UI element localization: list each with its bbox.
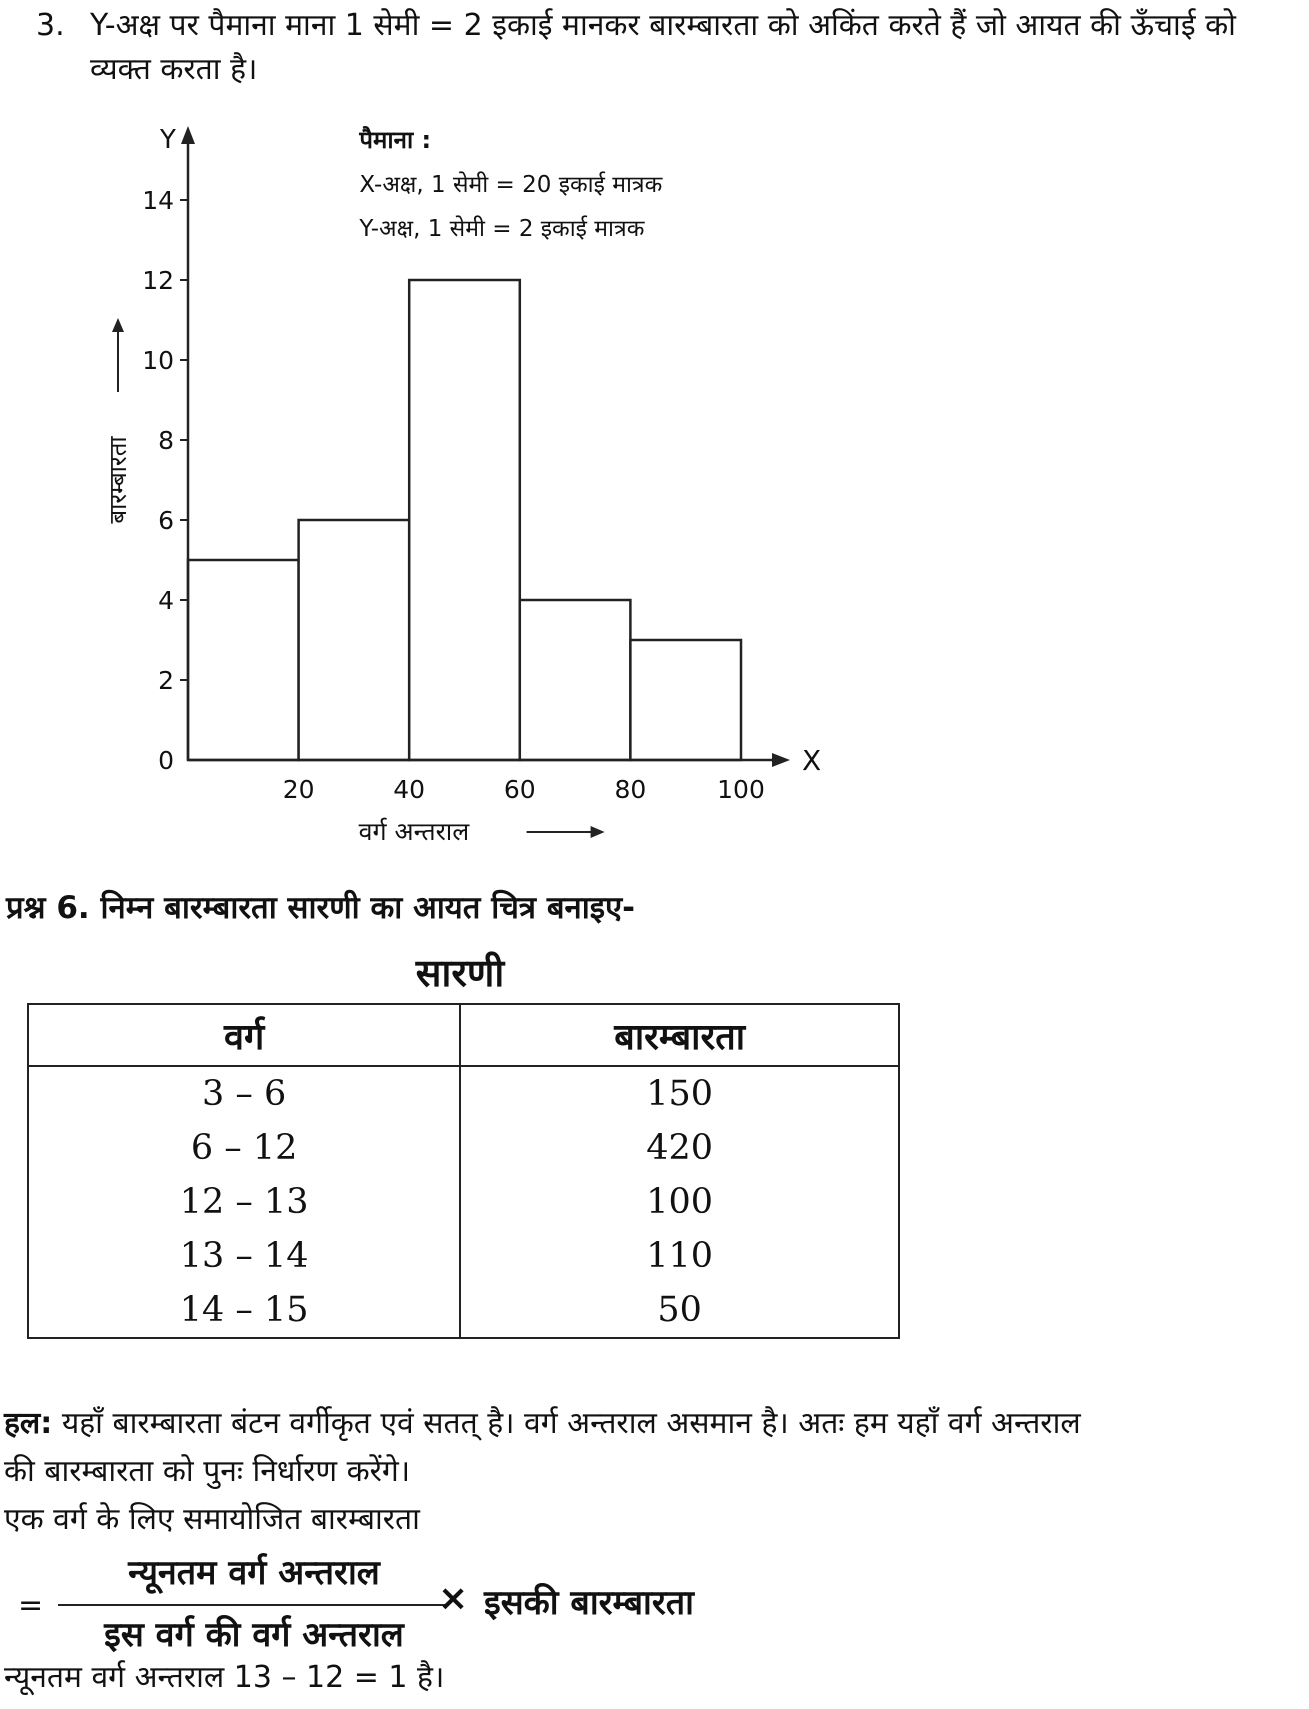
histogram-bar: [188, 560, 299, 760]
x-tick-label: 100: [717, 775, 765, 804]
frequency-cell: 420: [646, 1128, 714, 1168]
class-cell: 6 – 12: [28, 1121, 460, 1175]
formula-denominator: इस वर्ग की वर्ग अन्तराल: [104, 1615, 404, 1655]
scale-title: पैमाना :: [359, 126, 432, 154]
x-axis-letter: X: [802, 744, 822, 777]
y-tick-label: 14: [142, 186, 174, 215]
y-axis-arrow-icon: [181, 126, 195, 144]
solution-line-2: की बारम्बारता को पुनः निर्धारण करेंगे।: [4, 1454, 411, 1489]
table-row: [28, 1121, 899, 1175]
histogram-bar: [409, 280, 520, 760]
histogram-bar: [299, 520, 410, 760]
y-axis-label: बारम्बारता: [104, 436, 132, 524]
equals-sign: =: [18, 1588, 44, 1623]
formula-numerator: न्यूनतम वर्ग अन्तराल: [128, 1553, 380, 1593]
fraction-bar: [58, 1604, 448, 1606]
class-cell: 3 – 6: [28, 1066, 460, 1121]
frequency-cell: 100: [646, 1182, 714, 1222]
y-tick-label: 12: [142, 266, 174, 295]
formula-tail: इसकी बारम्बारता: [484, 1583, 694, 1623]
x-axis-arrow-icon: [772, 753, 790, 767]
histogram-chart: [100, 110, 930, 850]
y-tick-label: 2: [158, 666, 174, 695]
frequency-table: [27, 1003, 900, 1339]
y-label-arrow-icon: [112, 318, 124, 332]
question-heading: प्रश्न 6. निम्न बारम्बारता सारणी का आयत चित्र बनाइए-: [6, 890, 635, 926]
class-cell: 13 – 14: [28, 1229, 460, 1283]
class-cell: 12 – 13: [28, 1175, 460, 1229]
solution-line-3: एक वर्ग के लिए समायोजित बारम्बारता: [4, 1502, 420, 1537]
table-title: सारणी: [415, 950, 505, 995]
solution-label: हल:: [4, 1406, 53, 1441]
step-number: 3.: [36, 8, 65, 43]
table-header-row: [28, 1004, 899, 1066]
x-tick-label: 80: [614, 775, 647, 804]
x-tick-label: 60: [503, 775, 536, 804]
adjusted-frequency-formula: [18, 1548, 778, 1658]
x-label-arrow-icon: [591, 826, 605, 838]
x-axis-label: वर्ग अन्तराल: [358, 817, 470, 846]
step-text: Y-अक्ष पर पैमाना माना 1 सेमी = 2 इकाई मानकर बारम्बारता को अकिंत करते हैं जो आयत की ऊँचाई को व्यक्त करता है।: [90, 8, 1236, 87]
scale-line: X-अक्ष, 1 सेमी = 20 इकाई मात्रक: [359, 172, 663, 198]
y-axis-letter: Y: [160, 125, 176, 155]
column-header-frequency: बारम्बारता: [460, 1004, 899, 1066]
y-tick-label: 8: [158, 426, 174, 455]
frequency-cell: 110: [646, 1236, 714, 1276]
frequency-cell: 50: [657, 1290, 702, 1330]
histogram-bar: [520, 600, 631, 760]
y-tick-label: 6: [158, 506, 174, 535]
scale-line: Y-अक्ष, 1 सेमी = 2 इकाई मात्रक: [359, 216, 645, 242]
table-row: [28, 1175, 899, 1229]
table-row: [28, 1283, 899, 1338]
y-tick-label: 0: [158, 746, 174, 775]
frequency-cell: 150: [646, 1074, 714, 1114]
solution-last-line: न्यूनतम वर्ग अन्तराल 13 – 12 = 1 है।: [4, 1660, 445, 1695]
multiply-sign: ×: [438, 1578, 469, 1619]
x-tick-label: 40: [393, 775, 426, 804]
table-row: [28, 1229, 899, 1283]
solution-line-1: [4, 1400, 1304, 1448]
histogram-bar: [630, 640, 741, 760]
solution-text-1: यहाँ बारम्बारता बंटन वर्गीकृत एवं सतत् है। वर्ग अन्तराल असमान है। अतः हम यहाँ वर्ग अन्तराल: [52, 1406, 1081, 1441]
table-row: [28, 1066, 899, 1121]
y-tick-label: 10: [142, 346, 174, 375]
x-tick-label: 20: [282, 775, 315, 804]
column-header-class: वर्ग: [28, 1004, 460, 1066]
y-tick-label: 4: [158, 586, 174, 615]
class-cell: 14 – 15: [28, 1283, 460, 1338]
